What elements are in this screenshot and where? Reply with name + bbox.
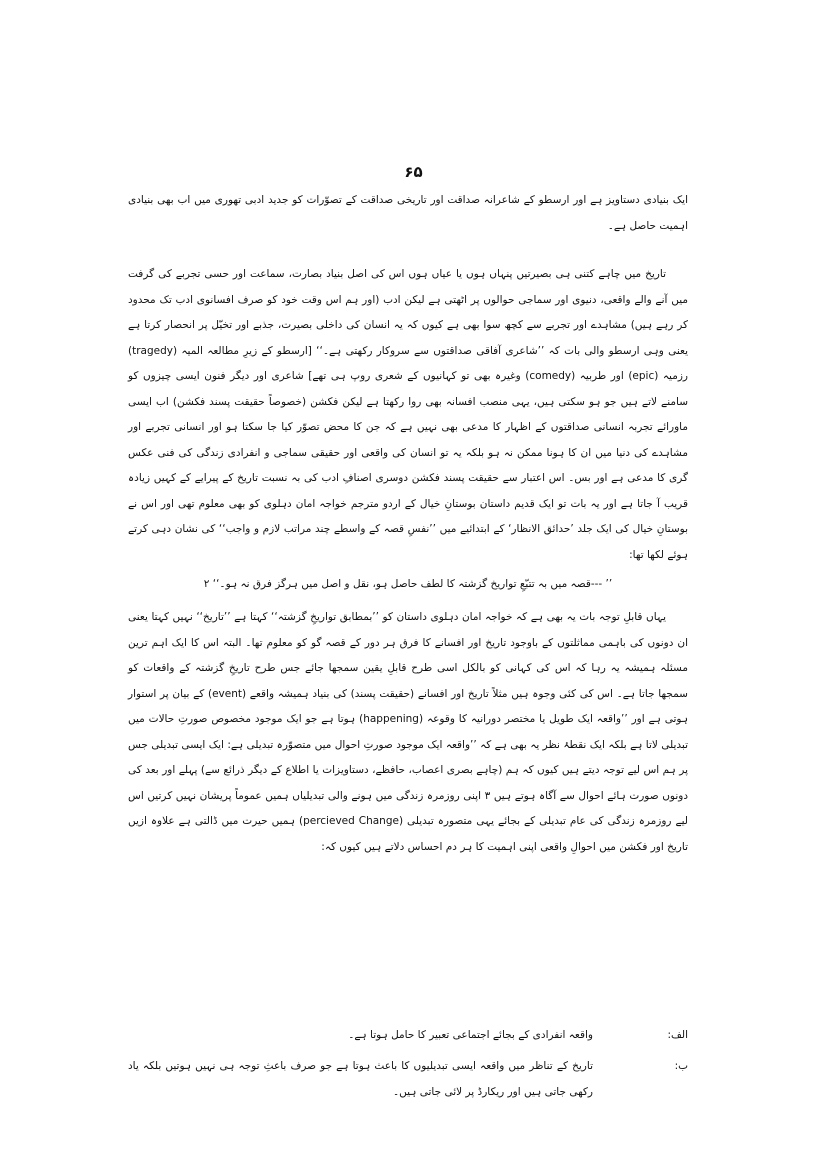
list-marker: ب: xyxy=(674,1060,688,1072)
paragraph-text: تاریخ میں چاہے کتنی ہی بصیرتیں پنہاں ہوں یا عیاں ہوں اس کی اصل بنیاد بصارت، سماعت اور حسی تجربے کی گرفت میں آنے والے واقعی، دنیوی اور سماجی حوالوں پر اٹھتی ہے لیکن ادب (اور ہم اس وقت خود کو صرف افسانوی ادب تک محدود کر رہے ہیں) مشاہدے اور تجربے سے کچھ سوا بھی ہے کیوں کہ یہ انسان کی داخلی بصیرت، جذبے اور تخیّل پر انحصار کرتا ہے یعنی وہی ارسطو والی بات کہ ’’شاعری آفاقی صداقتوں سے سروکار رکھتی ہے۔‘‘ [ارسطو کے زیرِ مطالعہ المیہ (tragedy) رزمیہ (epic) اور طربیہ (comedy) وغیرہ بھی تو کہانیوں کے شعری روپ ہی تھے] شاعری اور دیگر فنون ایسی چیزوں کو سامنے لاتے ہیں جو ہو سکتی ہیں، یہی منصب افسانہ بھی روا رکھتا ہے لیکن فکشن (خصوصاً حقیقت پسند فکشن) اب ایسی ماورائے تجربہ انسانی صداقتوں کے اظہار کا مدعی بھی نہیں ہے کہ جن کا محض تصوّر کیا جا سکتا ہو اور انسانی تجربے اور مشاہدے کی دنیا میں ان کا ہونا ممکن نہ ہو بلکہ یہ تو انسان کی واقعی اور حقیقی سماجی و انفرادی زندگی کی فنی عکس گری کا مدعی ہے اور بس۔ اس اعتبار سے حقیقت پسند فکشن دوسری اصنافِ ادب کی بہ نسبت تاریخ کے پیرایے کے کہیں زیادہ قریب آ جاتا ہے اور یہ بات تو ایک قدیم داستان بوستانِ خیال کے اردو مترجم خواجہ امان دہلوی کو بھی معلوم تھی اور اس نے بوستانِ خیال کی ایک جلد ’حدائق الانظار‘ کے ابتدائیے میں ’’نفسِ قصہ کے واسطے چند مراتب لازم و واجب‘‘ کی نشان دہی کرتے ہوئے لکھا تھا: xyxy=(128,268,688,561)
paragraph-text: یہاں قابلِ توجہ بات یہ بھی ہے کہ خواجہ امان دہلوی داستان کو ’’بمطابق تواریخِ گزشتہ‘‘ کہتا ہے ’’تاریخ‘‘ نہیں کہتا یعنی ان دونوں کی باہمی مماثلتوں کے باوجود تاریخ اور افسانے کا فرق ہر دور کے قصہ گو کو معلوم تھا۔ البتہ اس کا ایک اہم ترین مسئلہ ہمیشہ یہ رہا کہ اس کی کہانی کو بالکل اسی طرح قابلِ یقین سمجھا جائے جس طرح تاریخِ گزشتہ کے واقعات کو سمجھا جاتا ہے۔ اس کی کئی وجوہ ہیں مثلاً تاریخ اور افسانے (حقیقت پسند) کی بنیاد ہمیشہ واقعے (event) کے بیان پر استوار ہوتی ہے اور ’’واقعہ ایک طویل یا مختصر دورانیہ کا وقوعہ (happening) ہوتا ہے جو ایک موجود مخصوص صورتِ حالات میں تبدیلی لاتا ہے بلکہ ایک نقطۂ نظر یہ بھی ہے کہ ’’واقعہ ایک موجود صورتِ احوال میں متصوّرہ تبدیلی ہے: ایک ایسی تبدیلی جس پر ہم اس لیے توجہ دیتے ہیں کیوں کہ ہم (چاہے بصری اعصاب، حافظے، دستاویزات یا اطلاع کے دیگر ذرائع سے) پہلے اور بعد کی دونوں صورت ہائے احوال سے آگاہ ہوتے ہیں ۳ اپنی روزمرہ زندگی میں ہونے والی تبدیلیاں ہمیں عموماً پریشان نہیں کرتیں اس لیے روزمرہ زندگی کی عام تبدیلی کے بجائے یہی متصورہ تبدیلی (percieved Change) ہمیں حیرت میں ڈالتی ہے علاوہ ازیں تاریخ اور فکشن میں احوالِ واقعی اپنی اہمیت کا ہر دم احساس دلاتے ہیں کیوں کہ: xyxy=(128,611,689,853)
list-item-text: تاریخ کے تناظر میں واقعہ ایسی تبدیلیوں کا باعث ہوتا ہے جو صرف باعثِ توجہ ہی نہیں ہوتیں بلکہ یاد رکھی جاتی ہیں اور ریکارڈ پر لائی جاتی ہیں۔ xyxy=(128,1060,593,1098)
page-number: ۶۵ xyxy=(404,163,423,181)
paragraph-event xyxy=(128,605,688,860)
paragraph-continuation xyxy=(128,188,688,239)
list-marker: الف: xyxy=(667,1029,688,1041)
paragraph-text: ایک بنیادی دستاویز ہے اور ارسطو کے شاعرانہ صداقت اور تاریخی صداقت کے تصوّرات کو جدید ادبی تھوری میں اب بھی بنیادی اہمیت حاصل ہے۔ xyxy=(128,194,688,232)
block-quote: ’’ ---قصہ میں بہ تتبّعِ تواریخ گزشتہ کا لطف حاصل ہو، نقل و اصل میں ہرگز فرق نہ ہو۔‘‘ ۲ xyxy=(203,578,613,590)
list-item-text: واقعہ انفرادی کے بجائے اجتماعی تعبیر کا حامل ہوتا ہے۔ xyxy=(348,1029,593,1041)
list-item xyxy=(128,1054,688,1105)
list-item xyxy=(128,1023,688,1049)
paragraph-history-and-fiction xyxy=(128,262,688,568)
